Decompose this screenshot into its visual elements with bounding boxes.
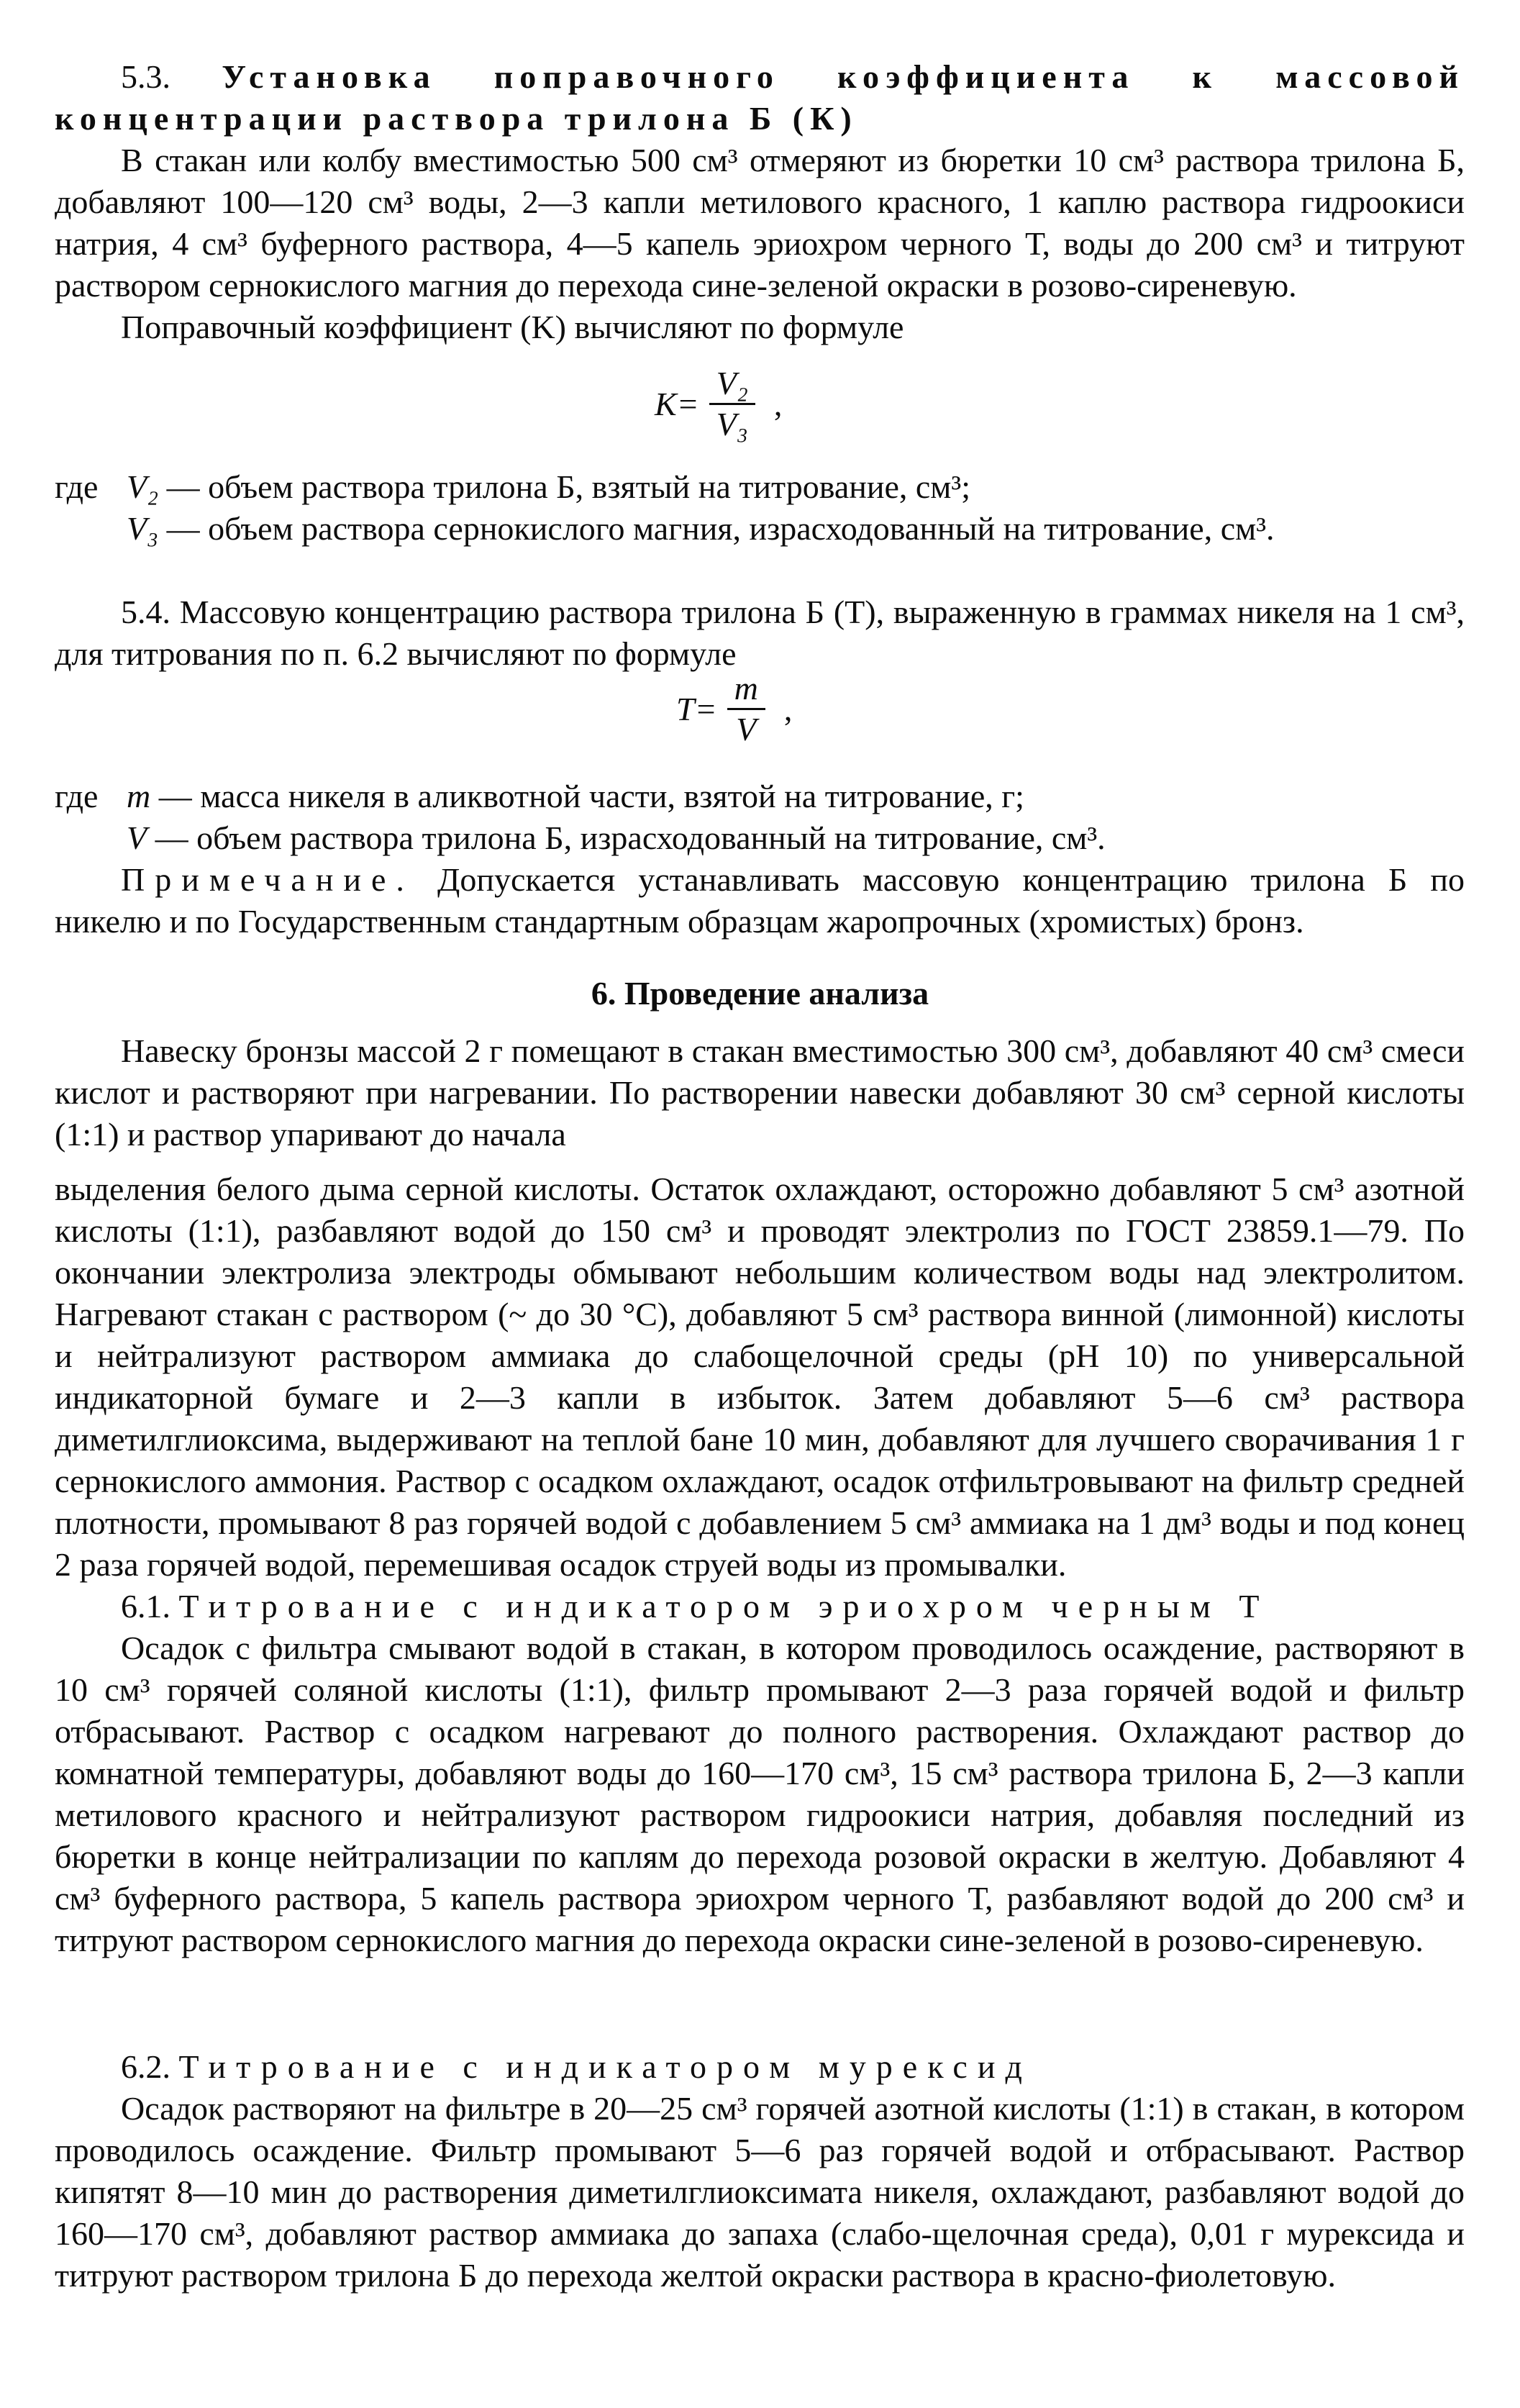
- def-symbol: m: [127, 778, 151, 814]
- formula-t: [676, 669, 792, 749]
- def-symbol: V₃: [127, 510, 159, 547]
- where-label: где: [55, 778, 99, 814]
- definition-row: [55, 776, 1465, 817]
- def-text: — объем раствора сернокислого магния, израсходованный на титрование, см³.: [166, 510, 1275, 547]
- section-title: Установка поправочного коэффициента к массовой концентрации раствора трилона Б (К): [55, 58, 1465, 137]
- section-6-1-body: Осадок с фильтра смывают водой в стакан, в котором проводилось осаждение, растворяют в 10 см³ горячей соляной кислоты (1:1), фильтр промывают 2—3 раза горячей водой и фильтр отбрасывают. Раствор с осадком нагревают до полного растворения. Охлаждают раствор до комнатной температуры, добавляют воды до 160—170 см³, 15 см³ раствора трилона Б, 2—3 капли метилового красного и нейтрализуют раствором гидроокиси натрия, добавляя последний из бюретки в конце нейтрализации по каплям до перехода розовой окраски в желтую. Добавляют 4 см³ буферного раствора, 5 капель раствора эриохром черного Т, разбавляют водой до 200 см³ и титруют раствором сернокислого магния до перехода окраски сине-зеленой в розово-сиреневую.: [55, 1630, 1465, 1958]
- section-6-1-title: [55, 1586, 1465, 1627]
- note-text: Допускается устанавливать массовую концентрацию трилона Б по никелю и по Государственным стандартным образцам жаропрочных (хромистых) бронз.: [55, 861, 1465, 940]
- fraction: [727, 669, 765, 749]
- formula-k: [655, 364, 782, 444]
- section-title: Титрование с индикатором эриохром черным Т: [178, 1588, 1270, 1625]
- section-title: Титрование с индикатором мурексид: [178, 2048, 1032, 2085]
- section-number: 5.3.: [121, 58, 170, 95]
- denominator: V₃: [716, 406, 748, 442]
- section-5-3-body: В стакан или колбу вместимостью 500 см³ отмеряют из бюретки 10 см³ раствора трилона Б, добавляют 100—120 см³ воды, 2—3 капли метилового красного, 1 каплю раствора гидроокиси натрия, 4 см³ буферного раствора, 4—5 капель эриохром черного Т, воды до 200 см³ и титруют раствором сернокислого магния до перехода сине-зеленой окраски в розово-сиреневую.: [55, 142, 1465, 304]
- denominator: V: [736, 711, 757, 748]
- note: [55, 859, 1465, 942]
- formula-tail: ,: [773, 385, 783, 422]
- note-label: Примечание.: [121, 861, 414, 898]
- definition-row: [55, 466, 1465, 508]
- section-6-para-1: Навеску бронзы массой 2 г помещают в стакан вместимостью 300 см³, добавляют 40 см³ смеси кислот и растворяют при нагревании. По растворении навески добавляют 30 см³ серной кислоты (1:1) и раствор упаривают до начала: [55, 1032, 1465, 1153]
- section-number: 6.1.: [121, 1588, 170, 1625]
- section-5-4-body: 5.4. Массовую концентрацию раствора трилона Б (T), выраженную в граммах никеля на 1 см³, для титрования по п. 6.2 вычисляют по формуле: [55, 594, 1465, 672]
- def-symbol: V₂: [127, 468, 159, 505]
- where-label: где: [55, 468, 99, 505]
- formula-k-definitions: [55, 466, 1465, 550]
- definition-row: [55, 817, 1465, 859]
- section-6-heading: 6. Проведение анализа: [591, 975, 929, 1012]
- section-6-2-title: [55, 2046, 1465, 2088]
- numerator: m: [727, 669, 765, 710]
- formula-tail: ,: [783, 690, 793, 727]
- formula-lhs: T=: [676, 690, 717, 727]
- section-number: 6.2.: [121, 2048, 170, 2085]
- def-text: — объем раствора трилона Б, взятый на титрование, см³;: [166, 468, 970, 505]
- definition-row: [55, 508, 1465, 550]
- fraction: [709, 364, 755, 444]
- section-6-para-2: выделения белого дыма серной кислоты. Остаток охлаждают, осторожно добавляют 5 см³ азотной кислоты (1:1), разбавляют водой до 150 см³ и проводят электролиз по ГОСТ 23859.1—79. По окончании электролиза электроды обмывают небольшим количеством воды над электролитом. Нагревают стакан с раствором (~ до 30 °С), добавляют 5 см³ раствора винной (лимонной) кислоты и нейтрализуют раствором аммиака до слабощелочной среды (рН 10) по универсальной индикаторной бумаге и 2—3 капли в избыток. Затем добавляют 5—6 см³ раствора диметилглиоксима, выдерживают на теплой бане 10 мин, добавляют для лучшего сворачивания 1 г сернокислого аммония. Раствор с осадком охлаждают, осадок отфильтровывают на фильтр средней плотности, промывают 8 раз горячей водой с добавлением 5 см³ аммиака на 1 дм³ воды и под конец 2 раза горячей водой, перемешивая осадок струей воды из промывалки.: [55, 1171, 1465, 1583]
- section-6-2-body: Осадок растворяют на фильтре в 20—25 см³ горячей азотной кислоты (1:1) в стакан, в котором проводилось осаждение. Фильтр промывают 5—6 раз горячей водой и отбрасывают. Раствор кипятят 8—10 мин до растворения диметилглиоксимата никеля, охлаждают, разбавляют водой до 160—170 см³, добавляют раствор аммиака до запаха (слабо-щелочная среда), 0,01 г мурексида и титруют раствором трилона Б до перехода желтой окраски раствора в красно-фиолетовую.: [55, 2090, 1465, 2294]
- formula-lhs: K=: [655, 385, 699, 422]
- formula-t-definitions: [55, 776, 1465, 859]
- section-5-3-title: [55, 56, 1465, 140]
- def-text: — объем раствора трилона Б, израсходованный на титрование, см³.: [155, 819, 1106, 856]
- def-text: — масса никеля в аликвотной части, взятой на титрование, г;: [158, 778, 1024, 814]
- numerator: V₂: [709, 364, 755, 405]
- def-symbol: V: [127, 819, 147, 856]
- formula-intro: Поправочный коэффициент (K) вычисляют по формуле: [121, 309, 904, 345]
